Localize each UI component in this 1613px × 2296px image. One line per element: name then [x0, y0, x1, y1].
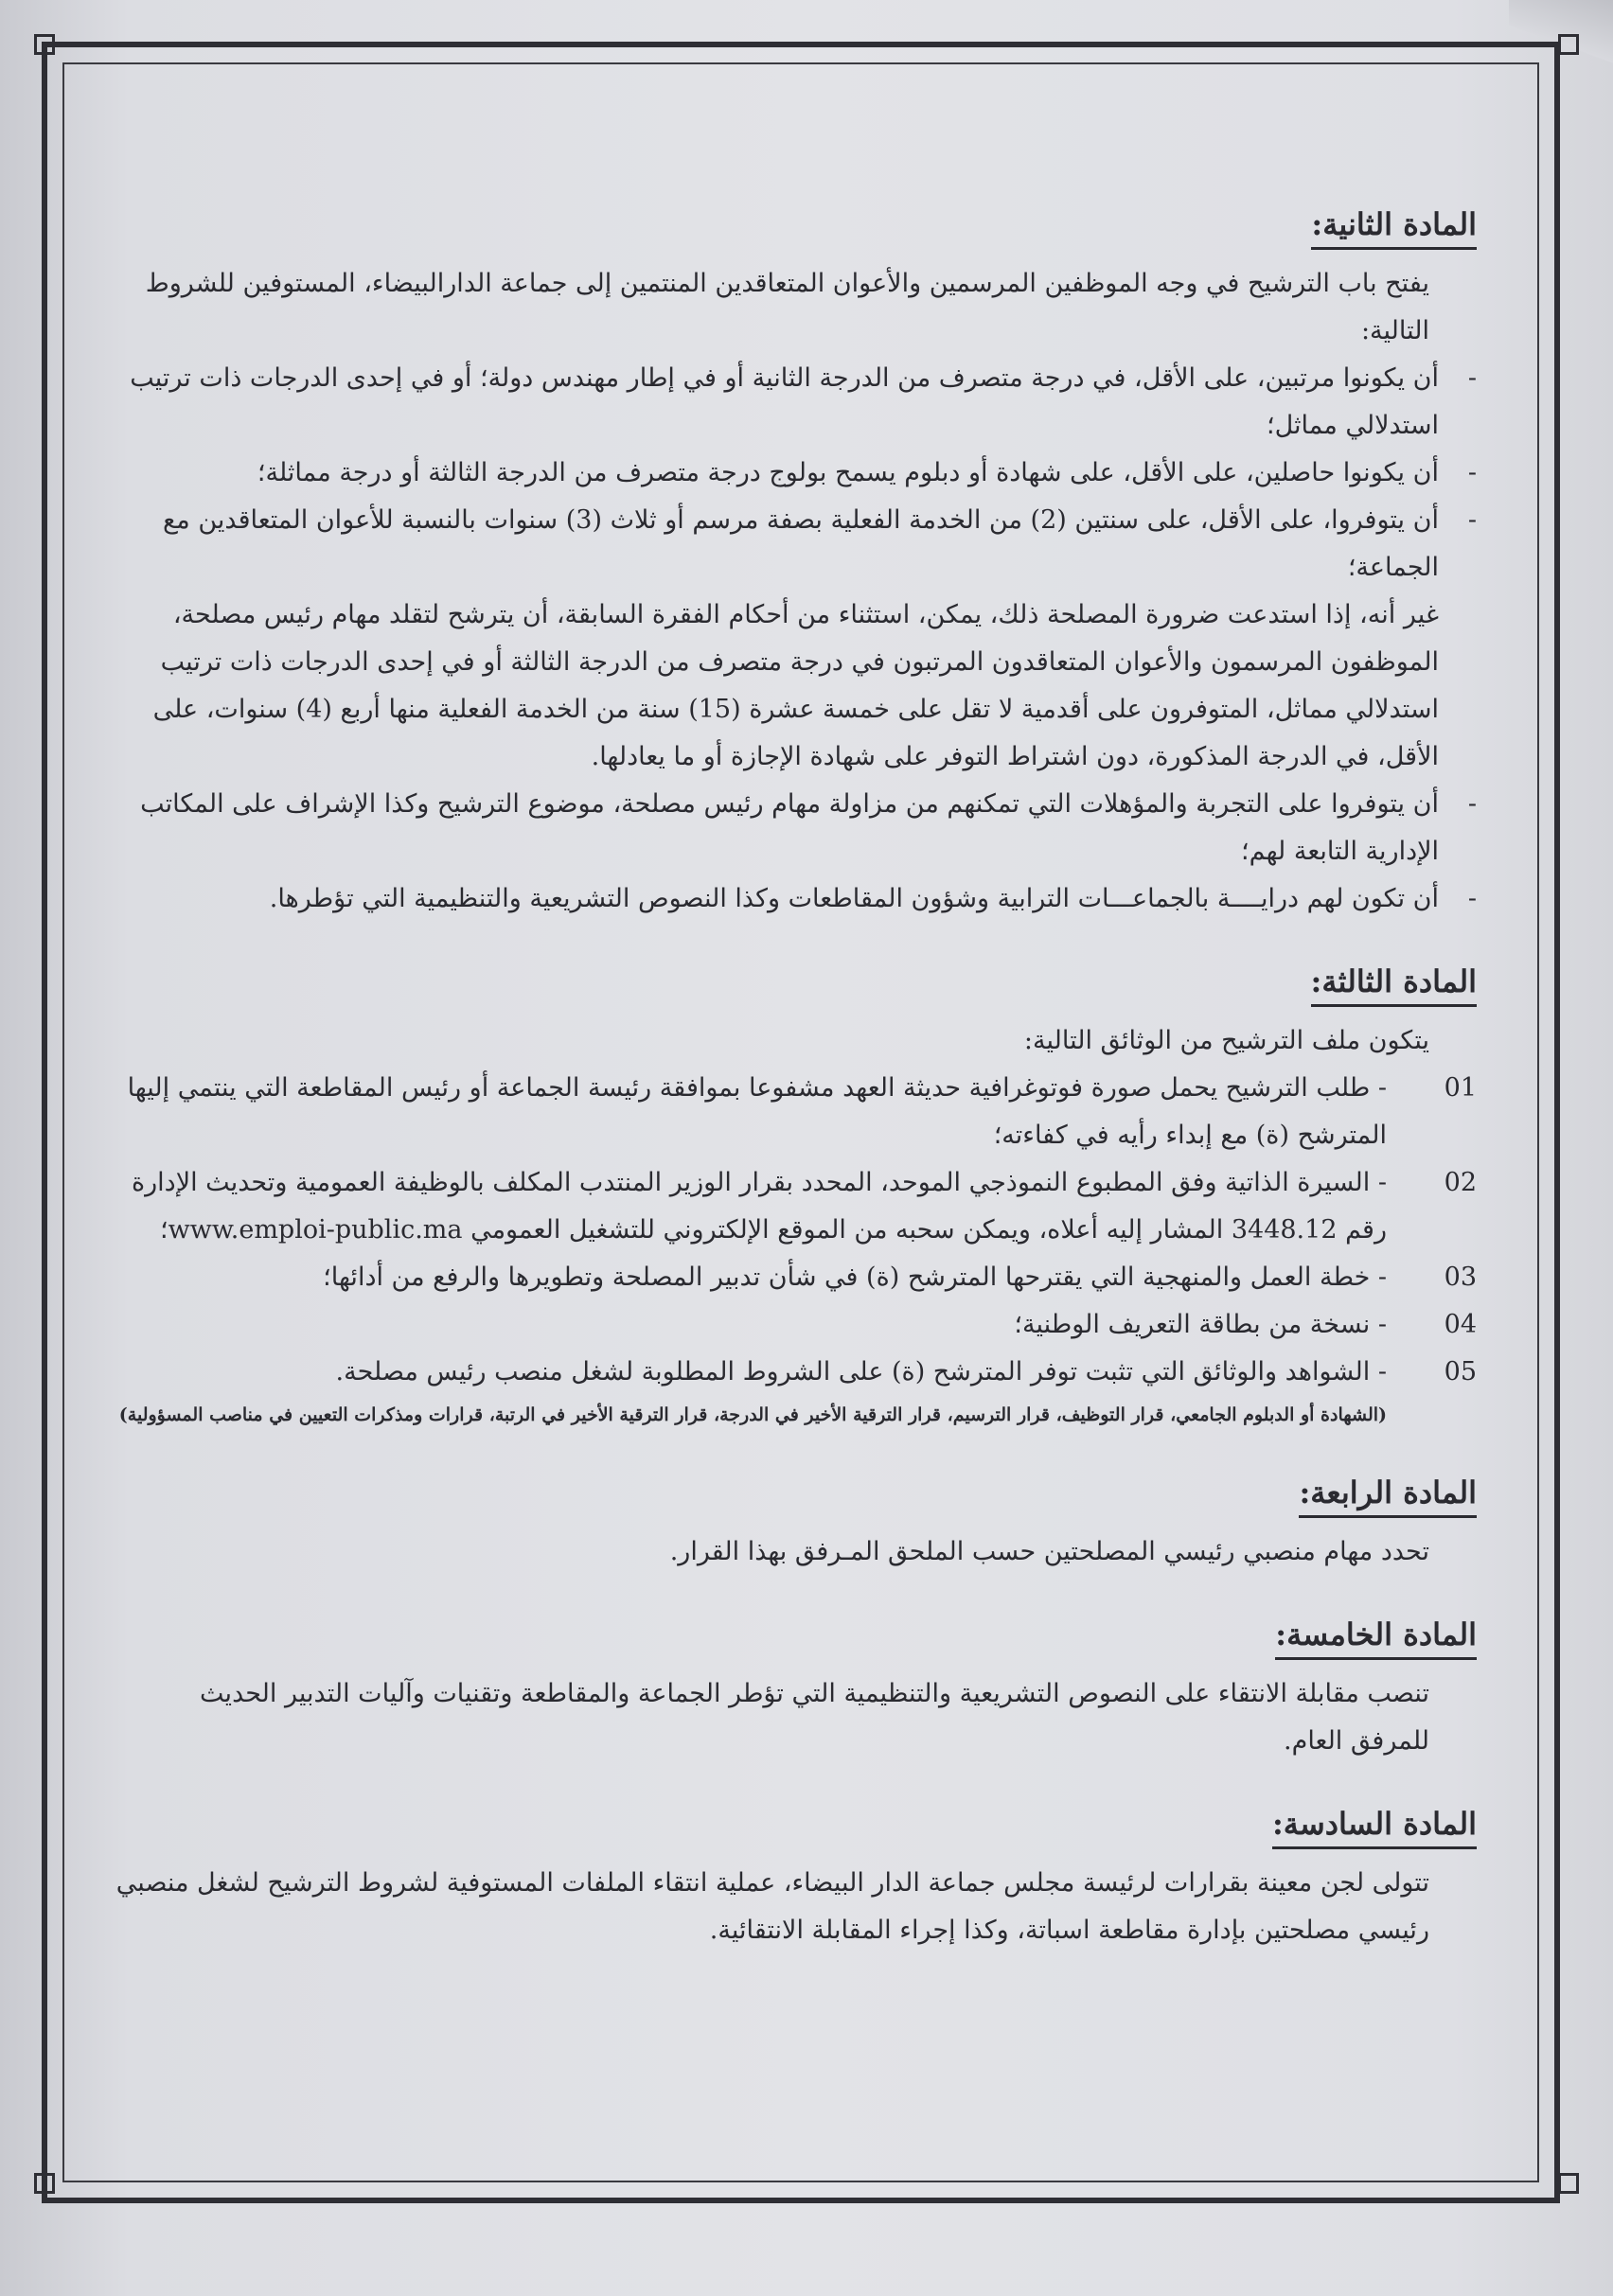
item-text: - خطة العمل والمنهجية التي يقترحها المترشح (ة) في شأن تدبير المصلحة وتطويرها والرفع من أدائها؛ — [323, 1263, 1387, 1292]
item-number: 03 — [1444, 1263, 1477, 1292]
article-3-intro: يتكون ملف الترشيح من الوثائق التالية: — [1023, 1026, 1429, 1055]
item-text: - طلب الترشيح يحمل صورة فوتوغرافية حديثة العهد مشفوعا بموافقة رئيسة الجماعة أو رئيس المقاطعة التي ينتمي إليها المترشح (ة) مع إبداء رأيه في كفاءته؛ — [127, 1073, 1387, 1150]
article-3-heading: المادة الثالثة: — [1311, 961, 1477, 1007]
article-2-intro: يفتح باب الترشيح في وجه الموظفين المرسمين والأعوان المتعاقدين المنتمين إلى جماعة الدارالبيضاء، المستوفين للشروط التالية: — [145, 269, 1429, 345]
item-text: - نسخة من بطاقة التعريف الوطنية؛ — [1014, 1310, 1387, 1339]
border-corner-ornament — [34, 34, 55, 55]
document-list-item — [114, 1065, 1477, 1159]
document-body — [114, 203, 1477, 1954]
article-2-heading: المادة الثانية: — [1311, 203, 1477, 250]
bullet-text: أن يتوفروا، على الأقل، على سنتين (2) من الخدمة الفعلية بصفة مرسم أو ثلاث (3) سنوات بالنسبة للأعوان المتعاقدين مع الجماعة؛ — [162, 505, 1439, 582]
item-text: - السيرة الذاتية وفق المطبوع النموذجي الموحد، المحدد بقرار الوزير المنتدب المكلف بالوظيفة العمومية وتحديث الإدارة رقم 3448.12 المشار إليه أعلاه، ويمكن سحبه من الموقع الإلكتروني للتشغيل العمومي www.emploi-public.ma؛ — [131, 1168, 1387, 1245]
article-2-exception: غير أنه، إذا استدعت ضرورة المصلحة ذلك، يمكن، استثناء من أحكام الفقرة السابقة، أن يترشح لتقلد مهام رئيس مصلحة، الموظفون المرسمون والأعوان المتعاقدون المرتبون في درجة متصرف من الدرجة الثالثة أو في إحدى الدرجات ذات ترتيب استدلالي مماثل، المتوفرون على أقدمية لا تقل على خمسة عشرة (15) سنة من الخدمة الفعلية منها أربع (4) سنوات، على الأقل، في الدرجة المذكورة، دون اشتراط التوفر على شهادة الإجازة أو ما يعادلها. — [152, 600, 1439, 771]
article-2-bullet — [114, 355, 1477, 450]
article-2-bullet — [114, 781, 1477, 875]
bullet-dash: - — [1467, 505, 1477, 535]
bullet-text: أن يكونوا حاصلين، على الأقل، على شهادة أو دبلوم يسمح بولوج درجة متصرف من الدرجة الثالثة أو درجة مماثلة؛ — [257, 458, 1439, 487]
article-4-heading-wrap — [114, 1472, 1477, 1519]
article-2-heading-wrap — [114, 203, 1477, 251]
bullet-text: أن تكون لهم درايــــة بالجماعـــات الترابية وشؤون المقاطعات وكذا النصوص التشريعية والتنظيمية التي تؤطرها. — [269, 884, 1439, 913]
item-number: 04 — [1444, 1310, 1477, 1339]
article-4-heading: المادة الرابعة: — [1299, 1472, 1477, 1518]
border-corner-ornament — [34, 2173, 55, 2194]
article-6-text: تتولى لجن معينة بقرارات لرئيسة مجلس جماعة الدار البيضاء، عملية انتقاء الملفات المستوفية لشروط الترشيح لشغل منصبي رئيسي مصلحتين بإدارة مقاطعة اسباتة، وكذا إجراء المقابلة الانتقائية. — [115, 1868, 1429, 1945]
article-5-text: تنصب مقابلة الانتقاء على النصوص التشريعية والتنظيمية التي تؤطر الجماعة والمقاطعة وتقنيات وآليات التدبير الحديث للمرفق العام. — [200, 1679, 1429, 1756]
article-6-heading: المادة السادسة: — [1272, 1803, 1477, 1849]
article-3-note: (الشهادة أو الدبلوم الجامعي، قرار التوظيف، قرار الترسيم، قرار الترقية الأخير في الدرجة، قرار الترقية الأخير في الرتبة، قرارات ومذكرات التعيين في مناصب المسؤولية) — [118, 1404, 1387, 1425]
article-4-text: تحدد مهام منصبي رئيسي المصلحتين حسب الملحق المـرفق بهذا القرار. — [669, 1537, 1429, 1566]
article-2-bullet — [114, 875, 1477, 923]
document-list-item — [114, 1349, 1477, 1396]
bullet-dash: - — [1467, 458, 1477, 487]
article-6-heading-wrap — [114, 1803, 1477, 1850]
item-number: 01 — [1444, 1073, 1477, 1103]
article-5-heading: المادة الخامسة: — [1275, 1614, 1477, 1660]
bullet-text: أن يتوفروا على التجربة والمؤهلات التي تمكنهم من مزاولة مهام رئيس مصلحة، موضوع الترشيح وكذا الإشراف على المكاتب الإدارية التابعة لهم؛ — [140, 789, 1439, 866]
document-list-item — [114, 1254, 1477, 1301]
article-3-heading-wrap — [114, 961, 1477, 1008]
item-number: 05 — [1444, 1357, 1477, 1386]
bullet-dash: - — [1467, 789, 1477, 819]
bullet-dash: - — [1467, 884, 1477, 913]
border-corner-ornament — [1558, 2173, 1579, 2194]
item-text: - الشواهد والوثائق التي تثبت توفر المترشح (ة) على الشروط المطلوبة لشغل منصب رئيس مصلحة. — [335, 1357, 1387, 1386]
border-corner-ornament — [1558, 34, 1579, 55]
article-2-bullet — [114, 450, 1477, 497]
bullet-text: أن يكونوا مرتبين، على الأقل، في درجة متصرف من الدرجة الثانية أو في إطار مهندس دولة؛ أو في إحدى الدرجات ذات ترتيب استدلالي مماثل؛ — [130, 363, 1439, 440]
bullet-dash: - — [1467, 363, 1477, 393]
item-number: 02 — [1444, 1168, 1477, 1197]
document-list-item — [114, 1301, 1477, 1349]
article-2-bullet — [114, 497, 1477, 592]
document-list-item — [114, 1159, 1477, 1254]
article-5-heading-wrap — [114, 1614, 1477, 1661]
